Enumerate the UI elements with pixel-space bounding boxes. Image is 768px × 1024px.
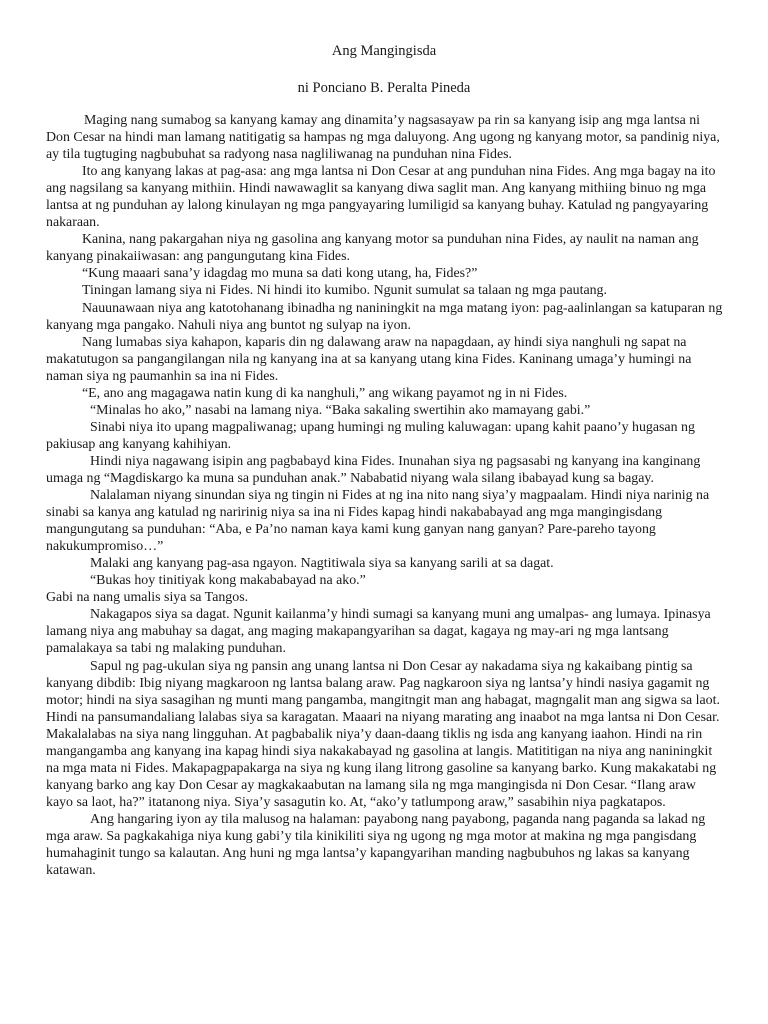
paragraph: Maging nang sumabog sa kanyang kamay ang dinamita’y nagsasayaw pa rin sa kanyang isip ang mga lantsa ni Don Cesar na hindi man lamang natitigatig sa hampas ng mga daluyong. Ang ugong ng kanyang motor, sa pandinig niya, ay tila tugtuging nagbubuhat sa radyong nasa nagliliwanag na punduhan nina Fides. [46, 113, 720, 163]
paragraph: “Bukas hoy tinitiyak kong makababayad na ako.” [90, 573, 366, 589]
document-author: ni Ponciano B. Peralta Pineda [297, 80, 471, 96]
paragraph: Hindi niya nagawang isipin ang pagbabayd kina Fides. Inunahan siya ng pagsasabi ng kanyang ina kanginang umaga ng “Magdiskargo ka muna sa punduhan anak.” Nababatid niyang wala silang ibabayad kung sa bagay. [46, 453, 701, 486]
paragraph: Nalalaman niyang sinundan siya ng tingin ni Fides at ng ina nito nang siya’y magpaalam. Hindi niya narinig na sinabi sa kanya ang katulad ng naririnig niya sa ina ni Fides kapag hindi nakababayad ang mga mangingisdang mangungutang sa punduhan: “Aba, e Pa’no naman kaya kami kung ganyan nang ganyan? Pare-pareho tayong nakukumpromiso…” [46, 488, 710, 555]
document-title: Ang Mangingisda [331, 43, 437, 59]
paragraph: Malaki ang kanyang pag-asa ngayon. Nagtitiwala siya sa kanyang sarili at sa dagat. [90, 556, 554, 572]
paragraph: Ang hangaring iyon ay tila malusog na halaman: payabong nang payabong, paganda nang paganda sa lakad ng mga araw. Sa pagkakahiga niya kung gabi’y tila kinikiliti siya ng ugong ng mga motor at makina ng mga pangisdang humahaginit tungo sa kalautan. Ang huni ng mga lantsa’y kapangyarihan manding nagbubuhos ng lakas sa kanyang katawan. [46, 811, 706, 879]
paragraph: “Kung maaari sana’y idagdag mo muna sa dati kong utang, ha, Fides?” [82, 266, 478, 282]
paragraph: Sapul ng pag-ukulan siya ng pansin ang unang lantsa ni Don Cesar ay nakadama siya ng kakaibang pintig sa kanyang dibdib: Ibig niyang magkaroon ng lantsa balang araw. Pag nagkaroon siya ng lantsa’y hindi nasiya gagamit ng motor; hindi na siya sasagihan ng munti mang pangamba, mangitngit man ang habagat, magngalit man ang sigwa sa laot. Hindi na pansumandaliang lalabas siya sa karagatan. Maaari na niyang marating ang inaabot na mga lantsa ni Don Cesar. Makalalabas na siya nang lingguhan. At pagbabalik niya’y daan-daang tiklis ng isda ang kanyang iaahon. Hindi na rin mangangamba ang kanyang ina kapag hindi siya nakakabayad ng gasolina at langis. Matititigan na niya ang naniningkit na mga mata ni Fides. Makapagpapakarga na siya ng kung ilang litrong gasoline sa kanyang barko. Kung makakatabi ng kanyang barko ang kay Don Cesar ay magkakaabutan na lamang sila ng mga mangingisda ni Don Cesar. “Ilang araw kayo sa laot, ha?” itatanong niya. Siya’y sasagutin ko. At, “ako’y tatlumpong araw,” sasabihin niya pagkatapos. [46, 658, 720, 810]
paragraph: Gabi na nang umalis siya sa Tangos. [46, 590, 249, 606]
paragraph: Tiningan lamang siya ni Fides. Ni hindi ito kumibo. Ngunit sumulat sa talaan ng mga pautang. [82, 283, 607, 299]
paragraph: Kanina, nang pakargahan niya ng gasolina ang kanyang motor sa punduhan nina Fides, ay naulit na naman ang kanyang pinakaiiwasan: ang pangungutang kina Fides. [46, 232, 699, 265]
paragraph: “Minalas ho ako,” nasabi na lamang niya. “Baka sakaling swertihin ako mamayang gabi.” [90, 402, 591, 418]
paragraph: Sinabi niya ito upang magpaliwanag; upang humingi ng muling kaluwagan: upang kahit paano’y hugasan ng pakiusap ang kanyang kahihiyan. [46, 419, 695, 452]
paragraph: Nakagapos siya sa dagat. Ngunit kailanma’y hindi sumagi sa kanyang muni ang umalpas- ang lumaya. Ipinasya lamang niya ang mabuhay sa dagat, ang maging makapangyarihan sa dagat, kagaya ng may-ari ng mga lantsang pamalakaya sa tabi ng malaking punduhan. [46, 607, 711, 657]
paragraph: Nang lumabas siya kahapon, kaparis din ng dalawang araw na napagdaan, ay hindi siya nanghuli ng sapat na makatutugon sa pangangilangan nila ng kanyang ina at sa kanyang utang kina Fides. Kaninang umaga’y humingi na naman siya ng paumanhin sa ina ni Fides. [46, 334, 692, 384]
paragraph: Ito ang kanyang lakas at pag-asa: ang mga lantsa ni Don Cesar at ang punduhan nina Fides. Ang mga bagay na ito ang nagsilang sa kanyang mithiin. Hindi nawawaglit sa kanyang diwa saglit man. Ang kanyang mithiing binuo ng mga lantsa at ng punduhan ay lalong kinulayan ng mga pangyayaring lumiligid sa kanyang buhay. Katulad ng pangyayaring nakaraan. [46, 164, 716, 231]
paragraph: “E, ano ang magagawa natin kung di ka nanghuli,” ang wikang payamot ng in ni Fides. [82, 385, 568, 401]
document-body [46, 112, 726, 879]
paragraph: Nauunawaan niya ang katotohanang ibinadha ng naniningkit na mga matang iyon: pag-aalinlangan sa katuparan ng kanyang mga pangako. Nahuli niya ang buntot ng sulyap na iyon. [46, 300, 723, 333]
